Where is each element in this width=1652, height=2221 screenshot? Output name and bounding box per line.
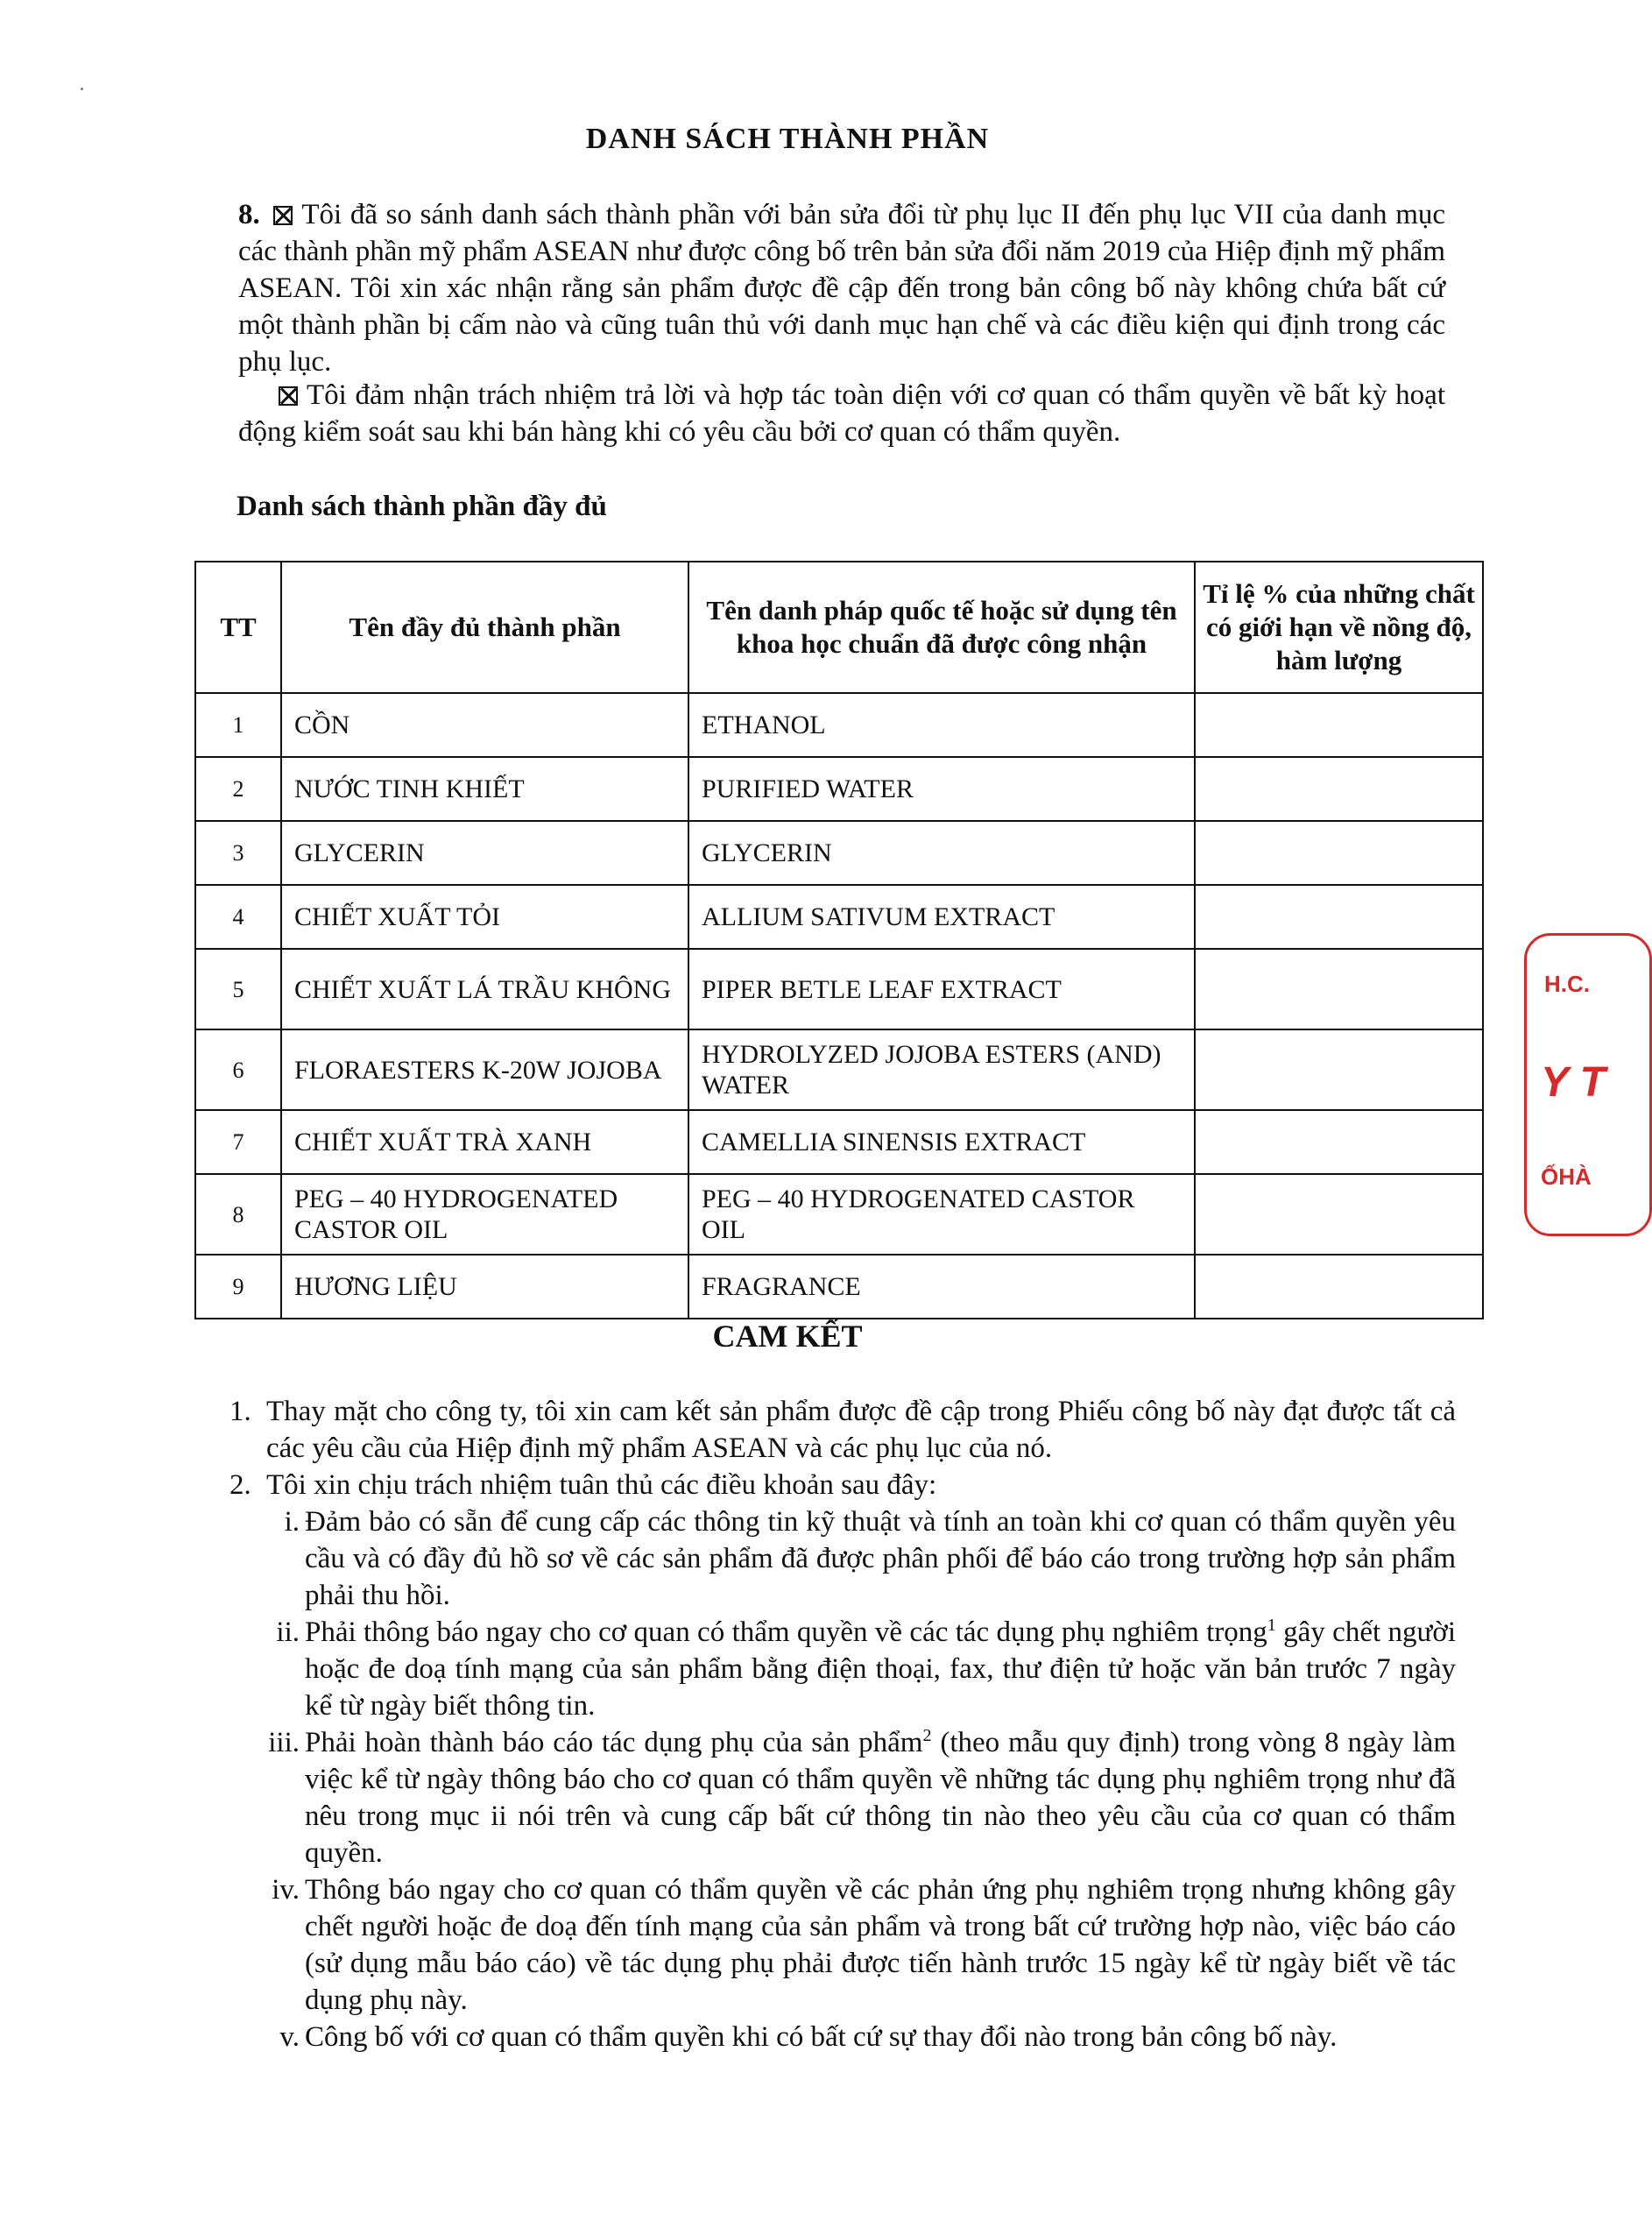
table-row <box>195 1174 1483 1255</box>
stamp-text-3: ỐHÀ <box>1541 1164 1592 1190</box>
table-row <box>195 757 1483 821</box>
item-number: 1. <box>229 1396 251 1427</box>
sub-list-item <box>229 1503 1456 1614</box>
section-8-paragraph <box>238 196 1445 380</box>
inci-name: PIPER BETLE LEAF EXTRACT <box>688 949 1195 1029</box>
row-number: 4 <box>195 885 281 949</box>
checked-box-icon <box>273 206 293 225</box>
percentage-cell <box>1195 885 1483 949</box>
table-row <box>195 821 1483 885</box>
inci-name: PURIFIED WATER <box>688 757 1195 821</box>
col-header-full-name: Tên đầy đủ thành phần <box>281 562 688 693</box>
ingredient-name: PEG – 40 HYDROGENATED CASTOR OIL <box>281 1174 688 1255</box>
row-number: 1 <box>195 693 281 757</box>
percentage-cell <box>1195 1255 1483 1319</box>
ingredient-name: HƯƠNG LIỆU <box>281 1255 688 1319</box>
percentage-cell <box>1195 1110 1483 1174</box>
row-number: 5 <box>195 949 281 1029</box>
list-item <box>229 1467 1456 1503</box>
inci-name: CAMELLIA SINENSIS EXTRACT <box>688 1110 1195 1174</box>
section-8-text: Tôi đã so sánh danh sách thành phần với bản sửa đổi từ phụ lục II đến phụ lục VII của danh mục các thành phần mỹ phẩm ASEAN như được công bố trên bản sửa đổi năm 2019 của Hiệp định mỹ phẩm ASEAN. Tôi xin xác nhận rằng sản phẩm được đề cập đến trong bản công bố này không chứa bất cứ một thành phần bị cấm nào và cũng tuân thủ với danh mục hạn chế và các điều kiện qui định trong các phụ lục. <box>238 199 1446 378</box>
footnote-ref: 2 <box>922 1726 932 1745</box>
sub-list-item <box>229 1724 1456 1871</box>
inci-name: PEG – 40 HYDROGENATED CASTOR OIL <box>688 1174 1195 1255</box>
table-row <box>195 885 1483 949</box>
checked-box-icon <box>279 386 298 406</box>
list-item <box>229 1393 1456 1467</box>
row-number: 8 <box>195 1174 281 1255</box>
ingredient-name: FLORAESTERS K-20W JOJOBA <box>281 1029 688 1110</box>
red-stamp <box>1524 933 1652 1236</box>
table-row <box>195 1110 1483 1174</box>
item-number: i. <box>284 1506 300 1538</box>
scan-speck <box>81 88 83 90</box>
inci-name: ETHANOL <box>688 693 1195 757</box>
item-text-cont: gây chết người hoặc đe doạ tính mạng của sản phẩm bằng điện thoại, fax, thư điện tử hoặc văn bản trước 7 ngày kể từ ngày biết thông tin. <box>305 1616 1456 1722</box>
stamp-text-2: Y T <box>1541 1059 1606 1106</box>
sub-list-item <box>229 1871 1456 2019</box>
ingredient-name: NƯỚC TINH KHIẾT <box>281 757 688 821</box>
item-text-cont: (theo mẫu quy định) trong vòng 8 ngày làm việc kể từ ngày thông báo cho cơ quan có thẩm quyền về những tác dụng phụ nghiêm trọng như đã nêu trong mục ii nói trên và cung cấp bất cứ thông tin nào theo yêu cầu của cơ quan có thẩm quyền. <box>305 1727 1456 1869</box>
ingredient-name: CHIẾT XUẤT TRÀ XANH <box>281 1110 688 1174</box>
ingredients-table <box>194 561 1484 1319</box>
ingredient-name: CỒN <box>281 693 688 757</box>
item-number: v. <box>279 2021 300 2053</box>
percentage-cell <box>1195 693 1483 757</box>
item-text: Thay mặt cho công ty, tôi xin cam kết sản phẩm được đề cập trong Phiếu công bố này đạt được tất cả các yêu cầu của Hiệp định mỹ phẩm ASEAN và các phụ lục của nó. <box>266 1396 1456 1464</box>
sub-list-item <box>229 1614 1456 1724</box>
sub-list-item <box>229 2019 1456 2055</box>
row-number: 9 <box>195 1255 281 1319</box>
table-row <box>195 1255 1483 1319</box>
inci-name: GLYCERIN <box>688 821 1195 885</box>
ingredients-heading: Danh sách thành phần đầy đủ <box>237 491 607 522</box>
item-text: Thông báo ngay cho cơ quan có thẩm quyền về các phản ứng phụ nghiêm trọng nhưng không gây chết người hoặc đe doạ đến tính mạng của sản phẩm và trong bất cứ trường hợp nào, việc báo cáo (sử dụng mẫu báo cáo) về tác dụng phụ phải được tiến hành trước 15 ngày kể từ ngày biết về tác dụng phụ này. <box>305 1874 1456 2016</box>
row-number: 7 <box>195 1110 281 1174</box>
percentage-cell <box>1195 949 1483 1029</box>
col-header-tt: TT <box>195 562 281 693</box>
percentage-cell <box>1195 1029 1483 1110</box>
table-row <box>195 1029 1483 1110</box>
responsibility-text: Tôi đảm nhận trách nhiệm trả lời và hợp tác toàn diện với cơ quan có thẩm quyền về bất kỳ hoạt động kiểm soát sau khi bán hàng khi có yêu cầu bởi cơ quan có thẩm quyền. <box>238 379 1445 448</box>
ingredient-name: GLYCERIN <box>281 821 688 885</box>
ingredient-name: CHIẾT XUẤT LÁ TRẦU KHÔNG <box>281 949 688 1029</box>
section-number: 8. <box>238 199 260 230</box>
footnote-ref: 1 <box>1267 1616 1276 1635</box>
item-text: Công bố với cơ quan có thẩm quyền khi có bất cứ sự thay đổi nào trong bản công bố này. <box>305 2021 1338 2053</box>
col-header-inci-name: Tên danh pháp quốc tế hoặc sử dụng tên khoa học chuẩn đã được công nhận <box>688 562 1195 693</box>
item-number: ii. <box>276 1616 300 1648</box>
percentage-cell <box>1195 1174 1483 1255</box>
col-header-percentage: Tỉ lệ % của những chất có giới hạn về nồng độ, hàm lượng <box>1195 562 1483 693</box>
row-number: 6 <box>195 1029 281 1110</box>
table-row <box>195 693 1483 757</box>
commitment-list <box>229 1393 1456 2055</box>
ingredient-name: CHIẾT XUẤT TỎI <box>281 885 688 949</box>
item-text: Tôi xin chịu trách nhiệm tuân thủ các điều khoản sau đây: <box>266 1469 937 1501</box>
item-text: Phải thông báo ngay cho cơ quan có thẩm quyền về các tác dụng phụ nghiêm trọng <box>305 1616 1267 1648</box>
row-number: 3 <box>195 821 281 885</box>
inci-name: FRAGRANCE <box>688 1255 1195 1319</box>
item-number: iii. <box>268 1727 300 1758</box>
inci-name: ALLIUM SATIVUM EXTRACT <box>688 885 1195 949</box>
percentage-cell <box>1195 821 1483 885</box>
table-header-row <box>195 562 1483 693</box>
percentage-cell <box>1195 757 1483 821</box>
item-text: Đảm bảo có sẵn để cung cấp các thông tin kỹ thuật và tính an toàn khi cơ quan có thẩm quyền yêu cầu và có đầy đủ hồ sơ về các sản phẩm đã được phân phối để báo cáo trong trường hợp sản phẩm phải thu hồi. <box>305 1506 1456 1611</box>
item-text: Phải hoàn thành báo cáo tác dụng phụ của sản phẩm <box>305 1727 923 1758</box>
page-title: DANH SÁCH THÀNH PHẦN <box>585 123 990 155</box>
commitment-heading: CAM KẾT <box>712 1319 863 1354</box>
stamp-text-1: H.C. <box>1544 971 1590 997</box>
responsibility-paragraph <box>238 377 1445 450</box>
table-row <box>195 949 1483 1029</box>
item-number: iv. <box>272 1874 300 1906</box>
row-number: 2 <box>195 757 281 821</box>
inci-name: HYDROLYZED JOJOBA ESTERS (AND) WATER <box>688 1029 1195 1110</box>
item-number: 2. <box>229 1469 251 1501</box>
